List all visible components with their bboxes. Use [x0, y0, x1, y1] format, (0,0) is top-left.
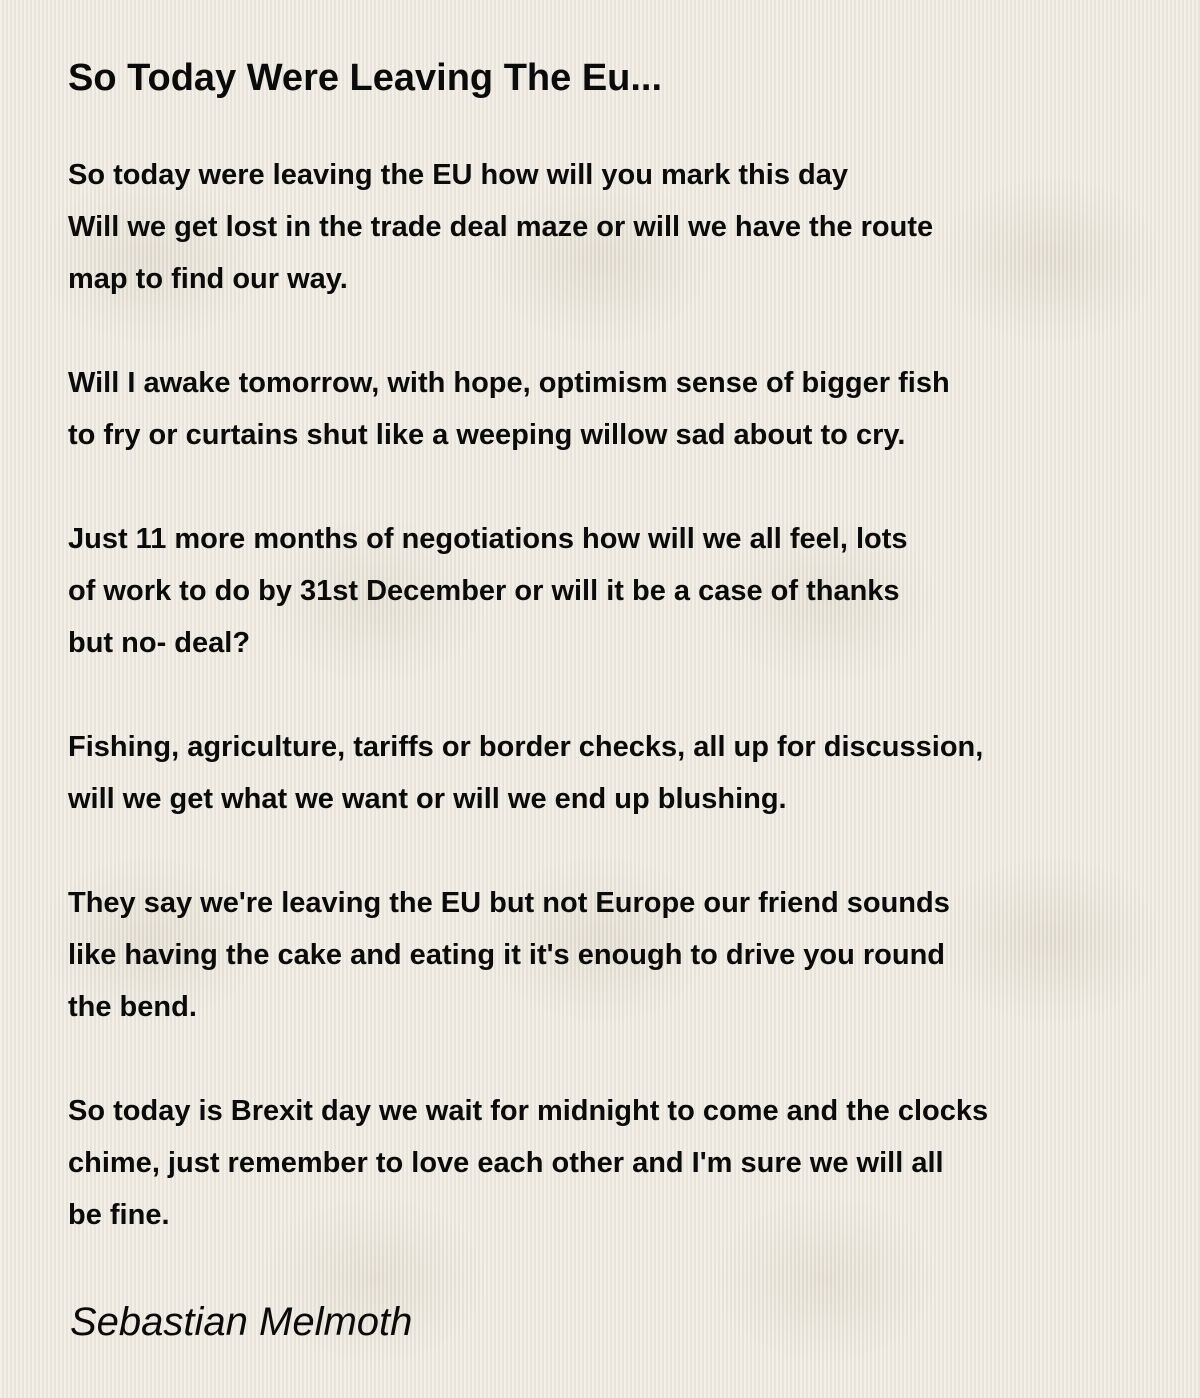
stanza-3 [68, 513, 1178, 669]
poem-line: map to find our way. [68, 263, 348, 295]
poem-line: They say we're leaving the EU but not Europe our friend sounds [68, 887, 950, 919]
poem-line: Will I awake tomorrow, with hope, optimism sense of bigger fish [68, 367, 950, 399]
poem-line: like having the cake and eating it it's enough to drive you round [68, 939, 946, 971]
poem-line: So today is Brexit day we wait for midnight to come and the clocks [68, 1095, 989, 1127]
poem-title: So Today Were Leaving The Eu... [68, 57, 663, 99]
poem-line: will we get what we want or will we end up blushing. [68, 783, 787, 815]
poem-line: So today were leaving the EU how will you mark this day [68, 159, 848, 191]
stanza-6 [68, 1085, 1178, 1241]
poem-line: the bend. [68, 991, 197, 1023]
poem-body [68, 149, 1178, 1293]
stanza-4 [68, 721, 1178, 825]
poem-line: to fry or curtains shut like a weeping willow sad about to cry. [68, 419, 906, 451]
poem-line: but no- deal? [68, 627, 251, 659]
poem-line: Just 11 more months of negotiations how will we all feel, lots [68, 523, 908, 555]
poem-line: be fine. [68, 1199, 170, 1231]
poem-line: Will we get lost in the trade deal maze or will we have the route [68, 211, 934, 243]
stanza-1 [68, 149, 1178, 305]
poem-line: chime, just remember to love each other and I'm sure we will all [68, 1147, 944, 1179]
poem-line: Fishing, agriculture, tariffs or border checks, all up for discussion, [68, 731, 984, 763]
stanza-5 [68, 877, 1178, 1033]
poem-line: of work to do by 31st December or will it be a case of thanks [68, 575, 900, 607]
poem-author: Sebastian Melmoth [70, 1300, 413, 1344]
stanza-2 [68, 357, 1178, 461]
